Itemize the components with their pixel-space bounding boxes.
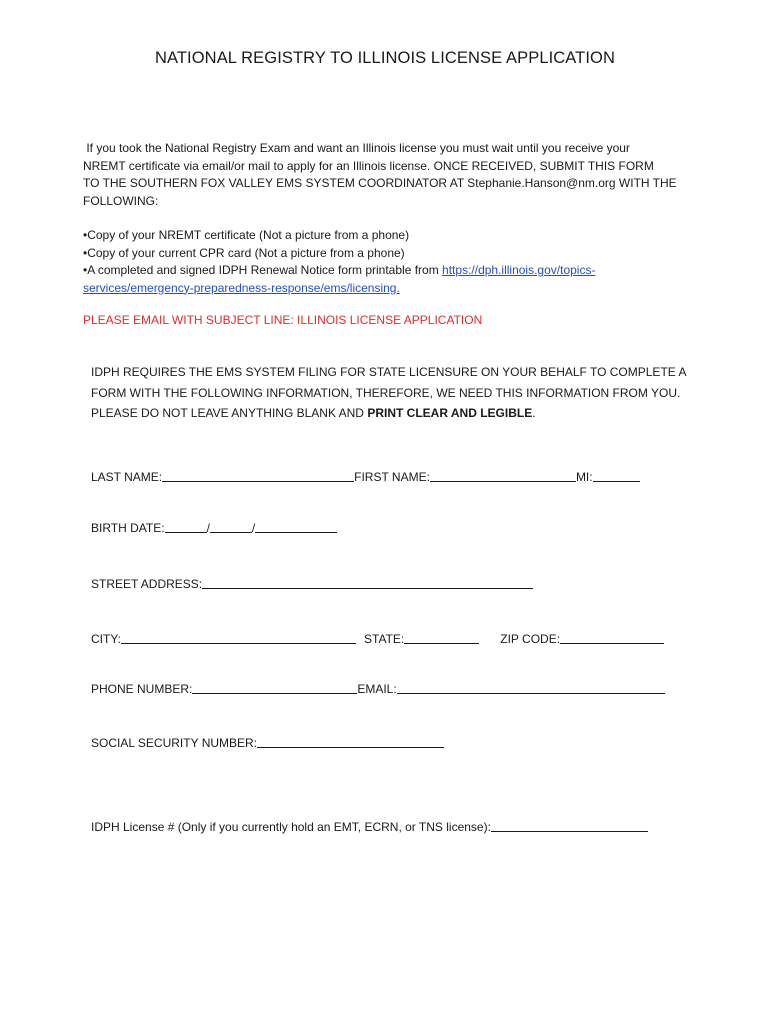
- phone-email-row: [91, 681, 665, 696]
- birth-date-row: [91, 520, 337, 535]
- idph-notice-period: .: [532, 406, 536, 420]
- email-label: EMAIL:: [357, 682, 397, 696]
- zip-code-label: ZIP CODE:: [500, 632, 561, 646]
- intro-line: TO THE SOUTHERN FOX VALLEY EMS SYSTEM COORDINATOR AT Stephanie.Hanson@nm.org WITH THE: [83, 176, 677, 190]
- date-separator: /: [206, 521, 210, 535]
- email-subject-note: PLEASE EMAIL WITH SUBJECT LINE: ILLINOIS LICENSE APPLICATION: [83, 313, 483, 327]
- idph-license-label: IDPH License # (Only if you currently hold an EMT, ECRN, or TNS license):: [91, 820, 491, 834]
- requirements-list: [83, 227, 683, 297]
- requirement-item: [83, 262, 683, 280]
- idph-notice-line: IDPH REQUIRES THE EMS SYSTEM FILING FOR STATE LICENSURE ON YOUR BEHALF TO COMPLETE A: [91, 365, 687, 379]
- street-address-label: STREET ADDRESS:: [91, 577, 203, 591]
- idph-notice: [91, 362, 691, 424]
- birth-date-label: BIRTH DATE:: [91, 521, 165, 535]
- first-name-label: FIRST NAME:: [354, 470, 430, 484]
- idph-notice-line: FORM WITH THE FOLLOWING INFORMATION, THEREFORE, WE NEED THIS INFORMATION FROM YOU.: [91, 385, 681, 400]
- name-row: [91, 469, 640, 484]
- birth-month-field[interactable]: [165, 520, 207, 533]
- intro-line: FOLLOWING:: [83, 193, 159, 208]
- zip-code-field[interactable]: [560, 631, 664, 644]
- city-state-zip-row: [91, 631, 664, 646]
- last-name-label: LAST NAME:: [91, 470, 163, 484]
- last-name-field[interactable]: [162, 469, 354, 482]
- idph-licensing-link-continued[interactable]: services/emergency-preparedness-response/ems/licensing.: [83, 280, 400, 295]
- idph-license-row: [91, 819, 648, 834]
- birth-year-field[interactable]: [255, 520, 337, 533]
- phone-number-label: PHONE NUMBER:: [91, 682, 193, 696]
- city-field[interactable]: [121, 631, 356, 644]
- date-separator: /: [251, 521, 256, 535]
- mi-label: MI:: [575, 470, 593, 484]
- idph-licensing-link[interactable]: https://dph.illinois.gov/topics-: [442, 263, 596, 277]
- idph-notice-line: [91, 403, 691, 424]
- print-clear-emphasis: PRINT CLEAR AND LEGIBLE: [367, 406, 533, 420]
- phone-number-field[interactable]: [192, 681, 357, 694]
- city-label: CITY:: [91, 632, 122, 646]
- street-address-row: [91, 576, 533, 591]
- intro-line: If you took the National Registry Exam and want an Illinois license you must wait until you receive your: [83, 141, 630, 155]
- state-label: STATE:: [364, 632, 405, 646]
- ssn-field[interactable]: [257, 735, 444, 748]
- requirement-item: •Copy of your NREMT certificate (Not a picture from a phone): [83, 228, 410, 242]
- document-title: NATIONAL REGISTRY TO ILLINOIS LICENSE APPLICATION: [154, 49, 615, 67]
- intro-paragraph: [83, 140, 683, 210]
- intro-line: NREMT certificate via email/or mail to apply for an Illinois license. ONCE RECEIVED, SUBMIT THIS FORM: [83, 158, 654, 173]
- ssn-label: SOCIAL SECURITY NUMBER:: [91, 736, 258, 750]
- email-field[interactable]: [397, 681, 665, 694]
- ssn-row: [91, 735, 444, 750]
- street-address-field[interactable]: [202, 576, 533, 589]
- requirement-item: •Copy of your current CPR card (Not a picture from a phone): [83, 245, 405, 260]
- idph-notice-text: PLEASE DO NOT LEAVE ANYTHING BLANK AND: [91, 406, 368, 420]
- idph-license-field[interactable]: [491, 819, 648, 832]
- birth-day-field[interactable]: [210, 520, 252, 533]
- first-name-field[interactable]: [430, 469, 576, 482]
- mi-field[interactable]: [593, 469, 640, 482]
- requirement-item-text: •A completed and signed IDPH Renewal Notice form printable from: [83, 263, 443, 277]
- state-field[interactable]: [404, 631, 479, 644]
